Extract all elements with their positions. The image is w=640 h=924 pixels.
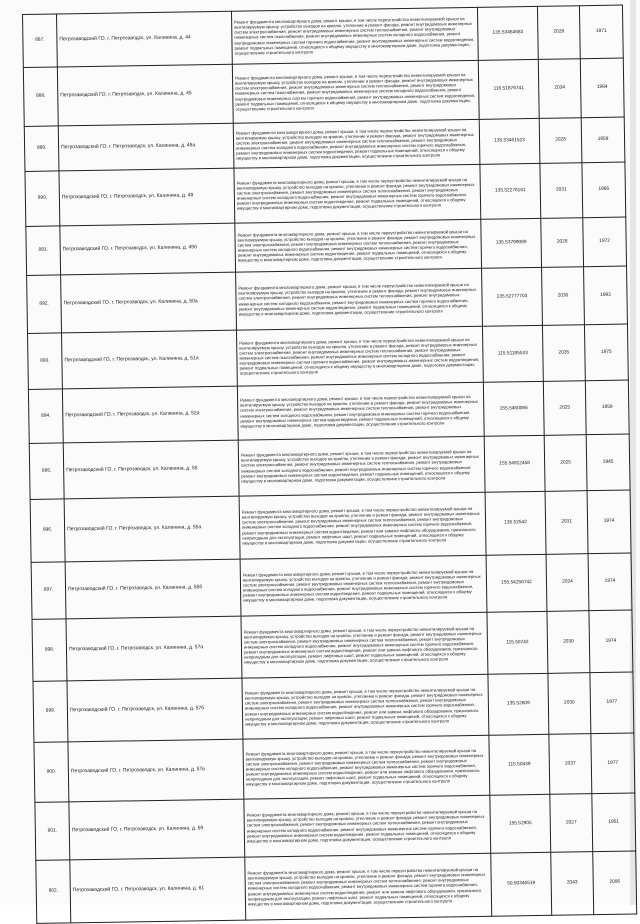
planned-year-cell: 2030	[542, 267, 585, 326]
table-row	[31, 553, 632, 619]
planned-year-cell: 2028	[541, 218, 584, 268]
address-cell: Петрозаводский ГО, г. Петрозаводск, ул. Калинина, д. 46а	[58, 123, 234, 171]
cost-cell: 135.52542	[485, 491, 546, 555]
cost-cell: 155.5460066	[483, 381, 544, 436]
works-description-cell: Ремонт фундамента многоквартирного дома, ремонт крыши, в том числе переустройство невентилируемой крыши на вентилируемую крышу, устройство выходов на кровлю, утепление и ремонт фасада, ремонт внутридомовых инженерных систем электроснабжения, ремонт внутридомовых инженерных систем теплоснабжения, ремонт внутридомовых инженерных систем газоснабжения, ремонт внутридомовых инженерных систем холодного водоснабжения, ремонт внутридомовых инженерных систем горячего водоснабжения, ремонт внутридомовых инженерных систем водоотведения, ремонт подвальных помещений, относящихся к общему имуществу в многоквартирном доме, подготовка документации, осуществление строительного контроля	[236, 326, 483, 386]
works-description-cell: Ремонт фундамента многоквартирного дома, ремонт крыши, в том числе переустройство невентилируемой крыши на вентилируемую крышу, устройство выходов на кровлю, утепление и ремонт фасада, ремонт внутридомовых инженерных систем электроснабжения, ремонт внутридомовых инженерных систем теплоснабжения, ремонт внутридомовых инженерных систем холодного водоснабжения, ремонт внутридомовых инженерных систем горячего водоснабжения, ремонт внутридомовых инженерных систем водоотведения, ремонт подвальных помещений, относящихся к общему имуществу в многоквартирном доме, подготовка документации, осуществление строительного контроля	[238, 436, 485, 496]
works-description-cell: Ремонт фундамента многоквартирного дома, ремонт крыши, в том числе переустройство невентилируемой крыши на вентилируемую крышу, устройство выходов на кровлю, утепление и ремонт фасада, ремонт внутридомовых инженерных систем электроснабжения, ремонт внутридомовых инженерных систем теплоснабжения, ремонт внутридомовых инженерных систем холодного водоснабжения, ремонт внутридомовых инженерных систем горячего водоснабжения, ремонт внутридомовых инженерных систем водоотведения, ремонт или замена лифтового оборудования, признанного непригодным для эксплуатации, ремонт лифтовых шахт, ремонт подвальных помещений, относящихся к общему имуществу в многоквартирном доме, подготовка документации, осуществление строительного контроля	[243, 735, 490, 799]
cost-cell: 116.51876741	[478, 59, 539, 119]
address-cell: Петрозаводский ГО, г. Петрозаводск, ул. Калинина, д. 61	[70, 857, 246, 923]
planned-year-cell: 2024	[546, 554, 589, 612]
build-year-cell: 1972	[583, 217, 627, 267]
cost-cell: 115.51185533	[482, 325, 543, 382]
table-row	[33, 672, 634, 742]
address-cell: Петрозаводский ГО, г. Петрозаводск, ул. Калинина, д. 44	[57, 11, 233, 67]
table-row	[30, 490, 631, 562]
row-number: 902.	[36, 860, 71, 924]
planned-year-cell: 2037	[549, 734, 592, 795]
build-year-cell: 1951	[592, 793, 636, 852]
planned-year-cell: 2025	[543, 381, 586, 436]
build-year-cell: 1977	[591, 733, 635, 794]
build-year-cell: 2006	[593, 851, 637, 915]
build-year-cell: 1959	[581, 117, 625, 163]
address-cell: Петрозаводский ГО, г. Петрозаводск, ул. Калинина, д. 57в	[68, 739, 244, 802]
build-year-cell: 1983	[584, 266, 628, 325]
row-number: 890.	[25, 171, 60, 227]
build-year-cell: 1984	[580, 58, 624, 118]
planned-year-cell: 2030	[547, 611, 590, 674]
address-cell: Петрозаводский ГО, г. Петрозаводск, ул. Калинина, д. 49б	[60, 223, 236, 275]
cost-cell: 155.52905	[490, 794, 551, 853]
row-number: 887.	[23, 14, 58, 68]
row-number: 889.	[24, 126, 59, 172]
works-description-cell: Ремонт фундамента многоквартирного дома, ремонт крыши, в том числе переустройство невентилируемой крыши на вентилируемую крышу, устройство выходов на кровлю, утепление и ремонт фасада, ремонт внутридомовых инженерных систем электроснабжения, ремонт внутридомовых инженерных систем теплоснабжения, ремонт внутридомовых инженерных систем холодного водоснабжения, ремонт внутридомовых инженерных систем горячего водоснабжения, ремонт внутридомовых инженерных систем водоотведения, ремонт подвальных помещений, относящихся к общему имуществу в многоквартирном доме, подготовка документации, осуществление строительного контроля	[240, 555, 487, 616]
works-description-cell: Ремонт фундамента многоквартирного дома, ремонт крыши, в том числе переустройство невентилируемой крыши на вентилируемую крышу, устройство выходов на кровлю, утепление и ремонт фасада, ремонт внутридомовых инженерных систем электроснабжения, ремонт внутридомовых инженерных систем теплоснабжения, ремонт внутридомовых инженерных систем холодного водоснабжения, ремонт внутридомовых инженерных систем горячего водоснабжения, ремонт внутридомовых инженерных систем водоотведения, ремонт подвальных помещений, относящихся к общему имуществу в многоквартирном доме, подготовка документации, осуществление строительного контроля	[237, 382, 484, 440]
row-number: 900.	[34, 742, 69, 803]
works-description-cell: Ремонт фундамента многоквартирного дома, ремонт крыши, в том числе переустройство невентилируемой крыши на вентилируемую крышу, устройство выходов на кровлю, утепление и ремонт фасада, ремонт внутридомовых инженерных систем электроснабжения, ремонт внутридомовых инженерных систем теплоснабжения, ремонт внутридомовых инженерных систем холодного водоснабжения, ремонт внутридомовых инженерных систем горячего водоснабжения, ремонт внутридомовых инженерных систем водоотведения, ремонт подвальных помещений, относящихся к общему имуществу в многоквартирном доме, подготовка документации, осуществление строительного контроля	[235, 219, 482, 272]
works-description-cell: Ремонт фундамента многоквартирного дома, ремонт крыши, в том числе переустройство невентилируемой крыши на вентилируемую крышу, устройство выходов на кровлю, утепление и ремонт фасада, ремонт внутридомовых инженерных систем электроснабжения, ремонт внутридомовых инженерных систем теплоснабжения, ремонт внутридомовых инженерных систем холодного водоснабжения, ремонт внутридомовых инженерных систем горячего водоснабжения, ремонт внутридомовых инженерных систем водоотведения, ремонт или замена лифтового оборудования, признанного непригодным для эксплуатации, ремонт лифтовых шахт, ремонт подвальных помещений, относящихся к общему имуществу в многоквартирном доме, подготовка документации, осуществление строительного контроля	[245, 853, 492, 920]
address-cell: Петрозаводский ГО, г. Петрозаводск, ул. Калинина, д. 51а	[62, 330, 238, 389]
table-row	[34, 733, 635, 802]
cost-cell: 50.50346519	[491, 852, 552, 916]
table-row	[36, 851, 637, 923]
build-year-cell: 1974	[589, 610, 633, 673]
works-description-cell: Ремонт фундамента многоквартирного дома, ремонт крыши, в том числе переустройство невентилируемой крыши на вентилируемую крышу, устройство выходов на кровлю, утепление и ремонт фасада, ремонт внутридомовых инженерных систем электроснабжения, ремонт внутридомовых инженерных систем теплоснабжения, ремонт внутридомовых инженерных систем холодного водоснабжения, ремонт внутридомовых инженерных систем горячего водоснабжения, ремонт внутридомовых инженерных систем водоотведения, ремонт или замена лифтового оборудования, признанного непригодным для эксплуатации, ремонт лифтовых шахт, ремонт подвальных помещений, относящихся к общему имуществу в многоквартирном доме, подготовка документации, осуществление строительного контроля	[242, 674, 489, 739]
planned-year-cell: 2043	[551, 852, 594, 916]
address-cell: Петрозаводский ГО, г. Петрозаводск, ул. Калинина, д. 55б	[65, 559, 241, 619]
build-year-cell: 1959	[585, 380, 629, 435]
works-description-cell: Ремонт фундамента многоквартирного дома, ремонт крыши, в том числе переустройство невентилируемой крыши на вентилируемую крышу, устройство выходов на кровлю, утепление и ремонт фасада, ремонт внутридомовых инженерных систем электроснабжения, ремонт внутридомовых инженерных систем теплоснабжения, ремонт внутридомовых инженерных систем холодного водоснабжения, ремонт внутридомовых инженерных систем горячего водоснабжения, ремонт внутридомовых инженерных систем водоотведения, ремонт подвальных помещений, относящихся к общему имуществу в многоквартирном доме, подготовка документации, осуществление строительного контроля	[244, 795, 491, 857]
row-number: 897.	[31, 562, 66, 620]
cost-cell: 155.54256742	[486, 554, 547, 612]
address-cell: Петрозаводский ГО, г. Петрозаводск, ул. Калинина, д. 50а	[61, 272, 237, 333]
cost-cell: 135.52276161	[480, 163, 541, 219]
capital-repair-table	[22, 5, 637, 924]
works-description-cell: Ремонт фундамента многоквартирного дома, ремонт крыши, в том числе переустройство невентилируемой крыши на вентилируемую крышу, устройство выходов на кровлю, утепление и ремонт фасада, ремонт внутридомовых инженерных систем электроснабжения, ремонт внутридомовых инженерных систем теплоснабжения, ремонт внутридомовых инженерных систем холодного водоснабжения, ремонт внутридомовых инженерных систем горячего водоснабжения, ремонт внутридомовых инженерных систем водоотведения, ремонт подвальных помещений, относящихся к общему имуществу в многоквартирном доме, подготовка документации, осуществление строительного контроля	[236, 268, 483, 330]
row-number: 901.	[35, 802, 70, 861]
build-year-cell: 1985	[582, 162, 626, 218]
row-number: 888.	[23, 67, 58, 127]
table-row	[27, 266, 628, 333]
planned-year-cell: 2025	[544, 435, 587, 492]
works-description-cell: Ремонт фундамента многоквартирного дома, ремонт крыши, в том числе переустройство невентилируемой крыши на вентилируемую крышу, устройство выходов на кровлю, утепление и ремонт фасада, ремонт внутридомовых инженерных систем электроснабжения, ремонт внутридомовых инженерных систем теплоснабжения, ремонт внутридомовых инженерных систем холодного водоснабжения, ремонт внутридомовых инженерных систем горячего водоснабжения, ремонт внутридомовых инженерных систем водоотведения, ремонт или замена лифтового оборудования, признанного непригодным для эксплуатации, ремонт лифтовых шахт, ремонт подвальных помещений, относящихся к общему имуществу в многоквартирном доме, подготовка документации, осуществление строительного контроля	[239, 492, 486, 559]
row-number: 892.	[27, 275, 62, 334]
table-row	[23, 58, 624, 126]
planned-year-cell: 2031	[540, 163, 583, 219]
row-number: 893.	[28, 333, 63, 390]
cost-cell: 115.50742	[487, 611, 548, 674]
cost-cell: 115.50439	[489, 734, 550, 795]
row-number: 896.	[30, 499, 65, 563]
cost-cell: 155.54912458	[484, 435, 545, 492]
table-row	[25, 162, 626, 226]
table-row	[23, 5, 624, 67]
planned-year-cell: 2028	[539, 118, 582, 164]
address-cell: Петрозаводский ГО, г. Петрозаводск, ул. Калинина, д. 48	[59, 168, 235, 226]
build-year-cell: 1945	[586, 434, 630, 491]
planned-year-cell: 2029	[537, 6, 580, 60]
works-description-cell: Ремонт фундамента многоквартирного дома, ремонт крыши, в том числе переустройство невентилируемой крыши на вентилируемую крышу, устройство выходов на кровлю, утепление и ремонт фасада, ремонт внутридомовых инженерных систем электроснабжения, ремонт внутридомовых инженерных систем теплоснабжения, ремонт внутридомовых инженерных систем холодного водоснабжения, ремонт внутридомовых инженерных систем горячего водоснабжения, ремонт внутридомовых инженерных систем водоотведения, ремонт или замена лифтового оборудования, признанного непригодным для эксплуатации, ремонт лифтовых шахт, ремонт подвальных помещений, относящихся к общему имуществу в многоквартирном доме, подготовка документации, осуществление строительного контроля	[241, 612, 488, 678]
table-body	[23, 5, 637, 923]
address-cell: Петрозаводский ГО, г. Петрозаводск, ул. Калинина, д. 55	[63, 440, 239, 499]
address-cell: Петрозаводский ГО, г. Петрозаводск, ул. Калинина, д. 55а	[64, 496, 240, 562]
cost-cell: 135.52777703	[482, 267, 543, 326]
build-year-cell: 1974	[587, 490, 631, 554]
address-cell: Петрозаводский ГО, г. Петрозаводск, ул. Калинина, д. 57а	[66, 616, 242, 681]
row-number: 895.	[29, 443, 64, 500]
cost-cell: 135.52609	[488, 673, 549, 735]
planned-year-cell: 2035	[542, 325, 585, 382]
table-row	[35, 793, 636, 860]
table-row	[28, 324, 629, 389]
row-number: 899.	[33, 681, 68, 743]
cost-cell: 135.53464683	[477, 6, 538, 60]
works-description-cell: Ремонт фундамента многоквартирного дома, ремонт крыши, в том числе переустройство невентилируемой крыши на вентилируемую крышу, устройство выходов на кровлю, утепление и ремонт фасада, ремонт внутридомовых инженерных систем электроснабжения, ремонт внутридомовых инженерных систем теплоснабжения, ремонт внутридомовых инженерных систем газоснабжения, ремонт внутридомовых инженерных систем холодного водоснабжения, ремонт внутридомовых инженерных систем горячего водоснабжения, ремонт внутридомовых инженерных систем водоотведения, ремонт подвальных помещений, относящихся к общему имуществу в многоквартирном доме, подготовка документации, осуществление строительного контроля	[231, 7, 478, 64]
works-description-cell: Ремонт фундамента многоквартирного дома, ремонт крыши, в том числе переустройство невентилируемой крыши на вентилируемую крышу, устройство выходов на кровлю, утепление и ремонт фасада, ремонт внутридомовых инженерных систем электроснабжения, ремонт внутридомовых инженерных систем теплоснабжения, ремонт внутридомовых инженерных систем холодного водоснабжения, ремонт внутридомовых инженерных систем горячего водоснабжения, ремонт внутридомовых инженерных систем водоотведения, ремонт подвальных помещений, относящихся к общему имуществу в многоквартирном доме, подготовка документации, осуществление строительного контроля	[234, 164, 481, 223]
row-number: 891.	[26, 226, 61, 276]
cost-cell: 135.53461523	[479, 118, 540, 164]
build-year-cell: 1975	[584, 324, 628, 381]
works-description-cell: Ремонт фундамента многоквартирного дома, ремонт крыши, в том числе переустройство невентилируемой крыши на вентилируемую крышу, устройство выходов на кровлю, утепление и ремонт фасада, ремонт внутридомовых инженерных систем электроснабжения, ремонт внутридомовых инженерных систем теплоснабжения, ремонт внутридомовых инженерных систем холодного водоснабжения, ремонт внутридомовых инженерных систем горячего водоснабжения, ремонт внутридомовых инженерных систем водоотведения, ремонт подвальных помещений, относящихся к общему имуществу в многоквартирном доме, подготовка документации, осуществление строительного контроля	[233, 119, 480, 168]
row-number: 894.	[28, 389, 63, 444]
works-description-cell: Ремонт фундамента многоквартирного дома, ремонт крыши, в том числе переустройство невентилируемой крыши на вентилируемую крышу, устройство выходов на кровлю, утепление и ремонт фасада, ремонт внутридомовых инженерных систем электроснабжения, ремонт внутридомовых инженерных систем теплоснабжения, ремонт внутридомовых инженерных систем газоснабжения, ремонт внутридомовых инженерных систем холодного водоснабжения, ремонт внутридомовых инженерных систем горячего водоснабжения, ремонт внутридомовых инженерных систем водоотведения, ремонт подвальных помещений, относящихся к общему имуществу в многоквартирном доме, подготовка документации, осуществление строительного контроля	[232, 60, 479, 123]
planned-year-cell: 2031	[545, 491, 588, 555]
table-row	[32, 610, 633, 681]
address-cell: Петрозаводский ГО, г. Петрозаводск, ул. Калинина, д. 57б	[67, 678, 243, 742]
build-year-cell: 1971	[579, 5, 623, 59]
address-cell: Петрозаводский ГО, г. Петрозаводск, ул. Калинина, д. 45	[57, 64, 233, 126]
build-year-cell: 1974	[588, 553, 632, 611]
address-cell: Петрозаводский ГО, г. Петрозаводск, ул. Калинина, д. 52а	[62, 386, 238, 443]
planned-year-cell: 2034	[538, 59, 581, 119]
planned-year-cell: 2030	[548, 673, 591, 735]
table-row	[28, 380, 629, 443]
planned-year-cell: 2027	[550, 794, 593, 853]
table-row	[29, 434, 630, 499]
build-year-cell: 1977	[590, 672, 634, 734]
row-number: 898.	[32, 619, 67, 682]
address-cell: Петрозаводский ГО, г. Петрозаводск, ул. Калинина, д. 59	[69, 799, 245, 860]
cost-cell: 135.53799089	[481, 218, 542, 268]
